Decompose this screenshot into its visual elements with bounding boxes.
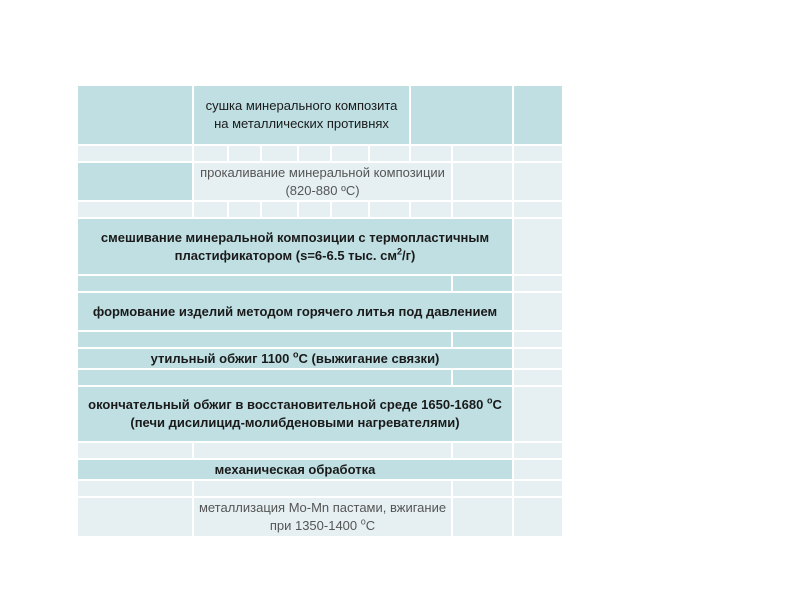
step-metallization <box>194 498 451 536</box>
table-cell <box>514 146 562 161</box>
table-cell <box>370 202 409 217</box>
table-cell <box>332 146 368 161</box>
table-cell <box>514 349 562 368</box>
table-cell <box>194 146 227 161</box>
step-biscuit-firing-text: утильный обжиг 1100 $^о$С (выжигание связки) <box>150 349 440 366</box>
table-cell <box>514 86 562 144</box>
table-cell <box>411 202 451 217</box>
table-cell <box>514 370 562 385</box>
table-cell <box>229 146 260 161</box>
table-cell <box>514 163 562 200</box>
table-cell <box>299 202 330 217</box>
table-cell <box>453 481 512 496</box>
step-molding <box>78 293 512 330</box>
table-cell <box>78 498 192 536</box>
table-cell <box>453 332 512 347</box>
table-cell <box>262 146 297 161</box>
table-cell <box>411 146 451 161</box>
step-calcination-text: прокаливание минеральной композиции (820-880 ºС) <box>200 164 445 198</box>
table-cell <box>453 276 512 291</box>
table-cell <box>262 202 297 217</box>
table-cell <box>332 202 368 217</box>
table-cell <box>514 481 562 496</box>
table-cell <box>514 387 562 441</box>
step-mixing-text: смешивание минеральной композиции с термопластичным пластификатором (s=6-6.5 тыс. $см^2/г$) <box>100 229 490 263</box>
table-cell <box>514 460 562 479</box>
table-cell <box>78 443 192 458</box>
table-cell <box>514 202 562 217</box>
step-machining-text: механическая обработка <box>214 461 376 477</box>
table-cell <box>78 276 451 291</box>
table-cell <box>453 498 512 536</box>
step-biscuit-firing <box>78 349 512 368</box>
table-cell <box>194 202 227 217</box>
table-cell <box>453 443 512 458</box>
table-cell <box>78 481 192 496</box>
table-cell <box>514 498 562 536</box>
step-metallization-text: металлизация Mo-Mn пастами, вжигание при 1350-1400 $^о$С <box>198 500 447 533</box>
table-cell <box>78 163 192 200</box>
table-cell <box>78 202 192 217</box>
table-cell <box>514 443 562 458</box>
table-cell <box>194 481 451 496</box>
table-cell <box>453 146 512 161</box>
step-drying <box>194 86 409 144</box>
table-cell <box>514 332 562 347</box>
table-cell <box>514 276 562 291</box>
table-cell <box>411 86 512 144</box>
table-cell <box>453 370 512 385</box>
table-cell <box>78 86 192 144</box>
process-table <box>78 86 550 538</box>
table-cell <box>370 146 409 161</box>
table-cell <box>78 146 192 161</box>
table-cell <box>453 163 512 200</box>
step-molding-text: формование изделий методом горячего литья под давлением <box>92 303 498 319</box>
table-cell <box>514 293 562 330</box>
table-cell <box>229 202 260 217</box>
step-final-firing-text: окончательный обжиг в восстановительной среде 1650-1680 $^о$С (печи дисилицид-молибденовыми нагревателями) <box>88 395 502 430</box>
table-cell <box>299 146 330 161</box>
table-cell <box>194 443 451 458</box>
table-cell <box>78 370 451 385</box>
table-cell <box>514 219 562 274</box>
table-cell <box>78 332 451 347</box>
step-final-firing <box>78 387 512 441</box>
step-calcination <box>194 163 451 200</box>
step-mixing <box>78 219 512 274</box>
step-machining <box>78 460 512 479</box>
table-cell <box>453 202 512 217</box>
step-drying-text: сушка минерального композита на металлических противнях <box>205 98 398 131</box>
